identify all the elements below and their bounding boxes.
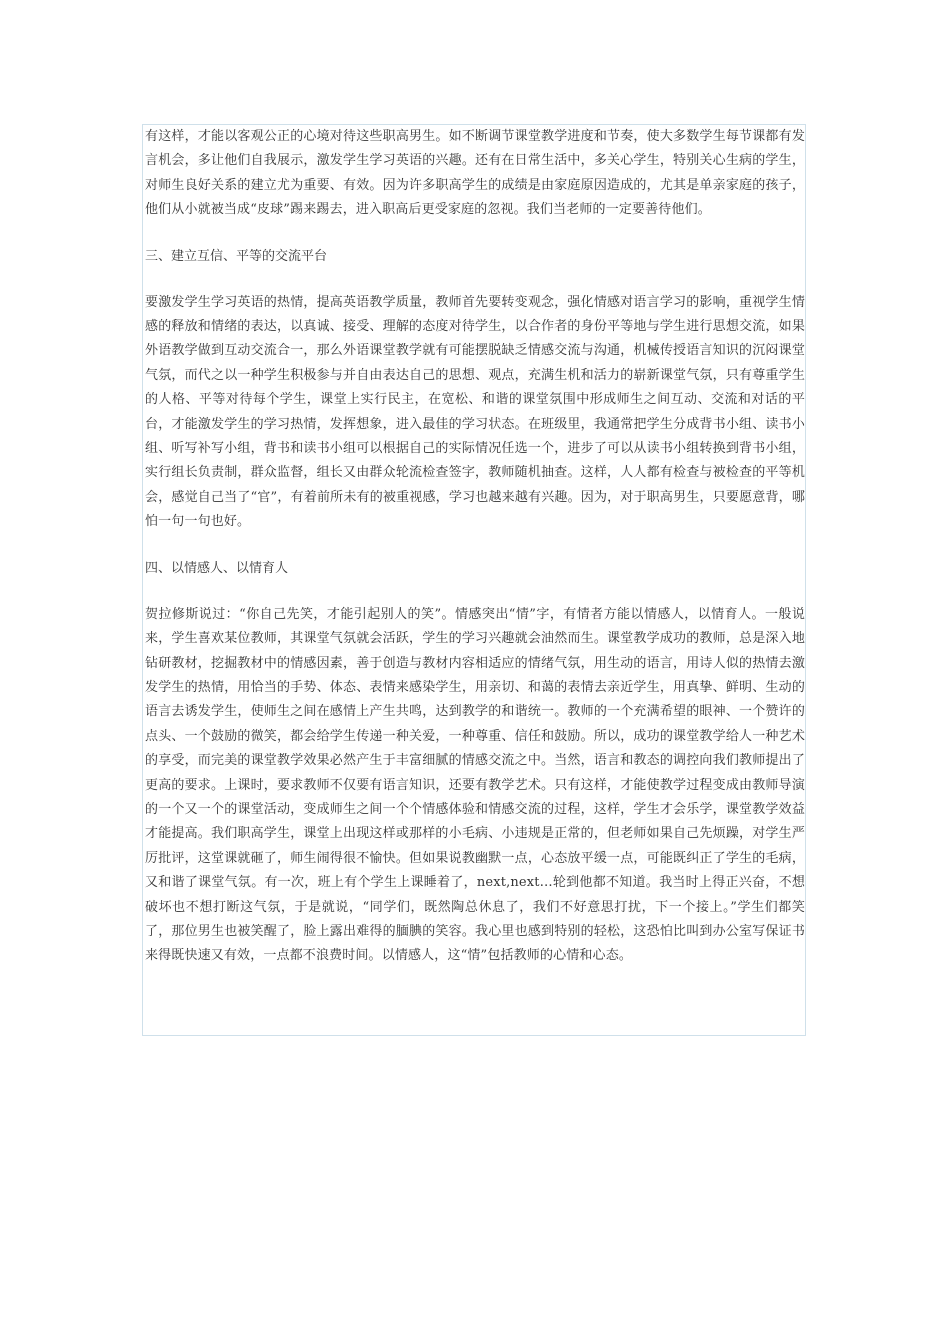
paragraph-section-3: 要激发学生学习英语的热情，提高英语教学质量，教师首先要转变观念，强化情感对语言学习的影响，重视学生情感的释放和情绪的表达，以真诚、接受、理解的态度对待学生，以合作者的身份平等地与学生进行思想交流，如果外语教学做到互动交流合一，那么外语课堂教学就有可能摆脱缺乏情感交流与沟通，机械传授语言知识的沉闷课堂气氛，而代之以一种学生积极参与并自由表达自己的思想、观点，充满生机和活力的崭新课堂气氛，只有尊重学生的人格、平等对待每个学生，课堂上实行民主，在宽松、和谐的课堂氛围中形成师生之间互动、交流和对话的平台，才能激发学生的学习热情，发挥想象，进入最佳的学习状态。在班级里，我通常把学生分成背书小组、读书小组、听写补写小组，背书和读书小组可以根据自己的实际情况任选一个，进步了可以从读书小组转换到背书小组，实行组长负责制，群众监督，组长又由群众轮流检查签字，教师随机抽查。这样，人人都有检查与被检查的平等机会，感觉自己当了“官”，有着前所未有的被重视感，学习也越来越有兴趣。因为，对于职高男生，只要愿意背，哪怕一句一句也好。 <box>145 294 805 530</box>
section-heading-4: 四、以情感人、以情育人 <box>145 560 289 576</box>
paragraph-section-4: 贺拉修斯说过：“你自己先笑，才能引起别人的笑”。情感突出“情”字，有情者方能以情感人，以情育人。一般说来，学生喜欢某位教师，其课堂气氛就会活跃，学生的学习兴趣就会油然而生。课堂教学成功的教师，总是深入地钻研教材，挖掘教材中的情感因素，善于创造与教材内容相适应的情绪气氛，用生动的语言，用诗人似的热情去激发学生的热情，用恰当的手势、体态、表情来感染学生，用亲切、和蔼的表情去亲近学生，用真挚、鲜明、生动的语言去诱发学生，使师生之间在感情上产生共鸣，达到教学的和谐统一。教师的一个充满希望的眼神、一个赞许的点头、一个鼓励的微笑，都会给学生传递一种关爱，一种尊重、信任和鼓励。所以，成功的课堂教学给人一种艺术的享受，而完美的课堂教学效果必然产生于丰富细腻的情感交流之中。当然，语言和教态的调控向我们教师提出了更高的要求。上课时，要求教师不仅要有语言知识，还要有教学艺术。只有这样，才能使教学过程变成由教师导演的一个又一个的课堂活动，变成师生之间一个个情感体验和情感交流的过程，这样，学生才会乐学，课堂教学效益才能提高。我们职高学生，课堂上出现这样或那样的小毛病、小违规是正常的，但老师如果自己先烦躁，对学生严厉批评，这堂课就砸了，师生闹得很不愉快。但如果说教幽默一点，心态放平缓一点，可能既纠正了学生的毛病，又和谐了课堂气氛。有一次，班上有个学生上课睡着了，next,next…轮到他都不知道。我当时上得正兴奋，不想破坏也不想打断这气氛，于是就说，“同学们，既然陶总休息了，我们不好意思打扰，下一个接上。”学生们都笑了，那位男生也被笑醒了，脸上露出难得的腼腆的笑容。我心里也感到特别的轻松，这恐怕比叫到办公室写保证书来得既快速又有效，一点都不浪费时间。以情感人，这“情”包括教师的心情和心态。 <box>145 606 806 964</box>
document-body <box>145 125 805 969</box>
paragraph-intro: 有这样，才能以客观公正的心境对待这些职高男生。如不断调节课堂教学进度和节奏，使大多数学生每节课都有发言机会，多让他们自我展示，激发学生学习英语的兴趣。还有在日常生活中，多关心学生，特别关心生病的学生，对师生良好关系的建立尤为重要、有效。因为许多职高学生的成绩是由家庭原因造成的，尤其是单亲家庭的孩子，他们从小就被当成“皮球”踢来踢去，进入职高后更受家庭的忽视。我们当老师的一定要善待他们。 <box>145 129 805 218</box>
section-heading-3: 三、建立互信、平等的交流平台 <box>145 248 328 264</box>
